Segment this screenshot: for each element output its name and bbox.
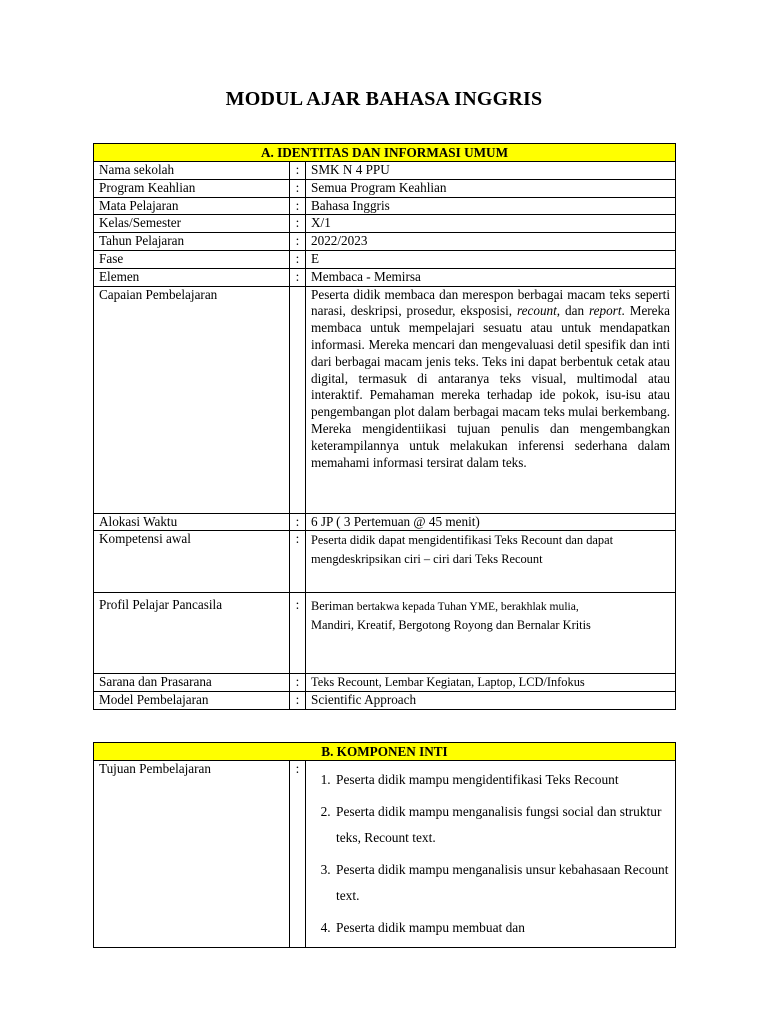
colon-separator: :: [290, 531, 306, 593]
row-value: X/1: [306, 215, 676, 233]
list-item: 4. Peserta didik mampu membuat dan: [334, 915, 669, 941]
row-label: Sarana dan Prasarana: [94, 674, 290, 692]
row-label: Profil Pelajar Pancasila: [94, 593, 290, 674]
row-label: Tahun Pelajaran: [94, 233, 290, 251]
table-row: [94, 513, 676, 531]
row-label: Mata Pelajaran: [94, 197, 290, 215]
row-label: Elemen: [94, 268, 290, 286]
row-label: Kelas/Semester: [94, 215, 290, 233]
core-component-table: [93, 742, 676, 948]
colon-separator: :: [290, 692, 306, 710]
section-b-header: B. KOMPONEN INTI: [94, 743, 676, 761]
row-label: Tujuan Pembelajaran: [94, 761, 290, 948]
table-row: [94, 593, 676, 674]
table-row: [94, 531, 676, 593]
colon-separator: [290, 286, 306, 513]
table-row: [94, 179, 676, 197]
table-row: [94, 233, 676, 251]
table-row: [94, 761, 676, 948]
capaian-italic: report: [589, 303, 622, 319]
colon-separator: :: [290, 250, 306, 268]
row-label: Alokasi Waktu: [94, 513, 290, 531]
row-label: Fase: [94, 250, 290, 268]
profil-text: Beriman: [311, 599, 357, 614]
list-item: 1. Peserta didik mampu mengidentifikasi Teks Recount: [334, 767, 669, 793]
document-title: MODUL AJAR BAHASA INGGRIS: [225, 88, 543, 110]
row-value: Teks Recount, Lembar Kegiatan, Laptop, LCD/Infokus: [306, 674, 676, 692]
colon-separator: :: [290, 761, 306, 948]
table-row: [94, 162, 676, 180]
colon-separator: :: [290, 162, 306, 180]
colon-separator: :: [290, 513, 306, 531]
table-row: [94, 250, 676, 268]
capaian-text: , dan: [556, 303, 589, 319]
table-row: [94, 197, 676, 215]
row-value: E: [306, 250, 676, 268]
colon-separator: :: [290, 197, 306, 215]
table-row: [94, 286, 676, 513]
row-label: Model Pembelajaran: [94, 692, 290, 710]
list-item: 2. Peserta didik mampu menganalisis fungsi social dan struktur teks, Recount text.: [334, 799, 669, 851]
colon-separator: :: [290, 268, 306, 286]
goals-list: [308, 761, 669, 941]
identity-table: [93, 143, 676, 710]
row-value: SMK N 4 PPU: [306, 162, 676, 180]
capaian-text: Peserta didik membaca dan merespon berbagai macam teks seperti narasi, deskripsi, prosedur, eksposisi,: [311, 286, 670, 319]
colon-separator: :: [290, 215, 306, 233]
row-value: Bahasa Inggris: [306, 197, 676, 215]
capaian-text: . Mereka membaca untuk mempelajari sesuatu atau untuk mendapatkan informasi. Mereka mencari dan mengevaluasi detil spesifik dan inti dari berbagai macam jenis teks. Teks ini dapat berbentuk cetak atau digital, termasuk di antaranya teks visual, multimodal atau interaktif. Pemahaman mereka terhadap ide pokok, isu-isu atau pengembangan plot dalam berbagai macam teks mulai berkembang. Mereka mengidentiikasi tujuan penulis dan mengembangkan keterampilannya untuk melakukan inferensi sederhana dalam memahami informasi tersirat dalam teks.: [311, 303, 670, 470]
goals-cell: [306, 761, 676, 948]
row-value: [306, 593, 676, 674]
row-label: Capaian Pembelajaran: [94, 286, 290, 513]
row-label: Kompetensi awal: [94, 531, 290, 593]
row-value: 6 JP ( 3 Pertemuan @ 45 menit): [306, 513, 676, 531]
row-label: Program Keahlian: [94, 179, 290, 197]
row-value: 2022/2023: [306, 233, 676, 251]
section-b-header-row: [94, 743, 676, 761]
table-row: [94, 674, 676, 692]
profil-text: Mandiri, Kreatif, Bergotong Royong dan Bernalar Kritis: [311, 618, 591, 633]
colon-separator: :: [290, 179, 306, 197]
row-value: Peserta didik dapat mengidentifikasi Teks Recount dan dapat mengdeskripsikan ciri – ciri dari Teks Recount: [306, 531, 676, 593]
colon-separator: :: [290, 593, 306, 674]
row-value: Membaca - Memirsa: [306, 268, 676, 286]
row-value: Scientific Approach: [306, 692, 676, 710]
capaian-italic: recount: [517, 303, 557, 319]
row-value: Semua Program Keahlian: [306, 179, 676, 197]
table-row: [94, 268, 676, 286]
section-a-header: A. IDENTITAS DAN INFORMASI UMUM: [94, 144, 676, 162]
colon-separator: :: [290, 233, 306, 251]
profil-text-small: bertakwa kepada Tuhan YME, berakhlak mulia,: [356, 600, 579, 614]
table-row: [94, 692, 676, 710]
capaian-paragraph: [306, 286, 676, 513]
section-a-header-row: [94, 144, 676, 162]
table-row: [94, 215, 676, 233]
row-label: Nama sekolah: [94, 162, 290, 180]
list-item: 3. Peserta didik mampu menganalisis unsur kebahasaan Recount text.: [334, 857, 669, 909]
colon-separator: :: [290, 674, 306, 692]
